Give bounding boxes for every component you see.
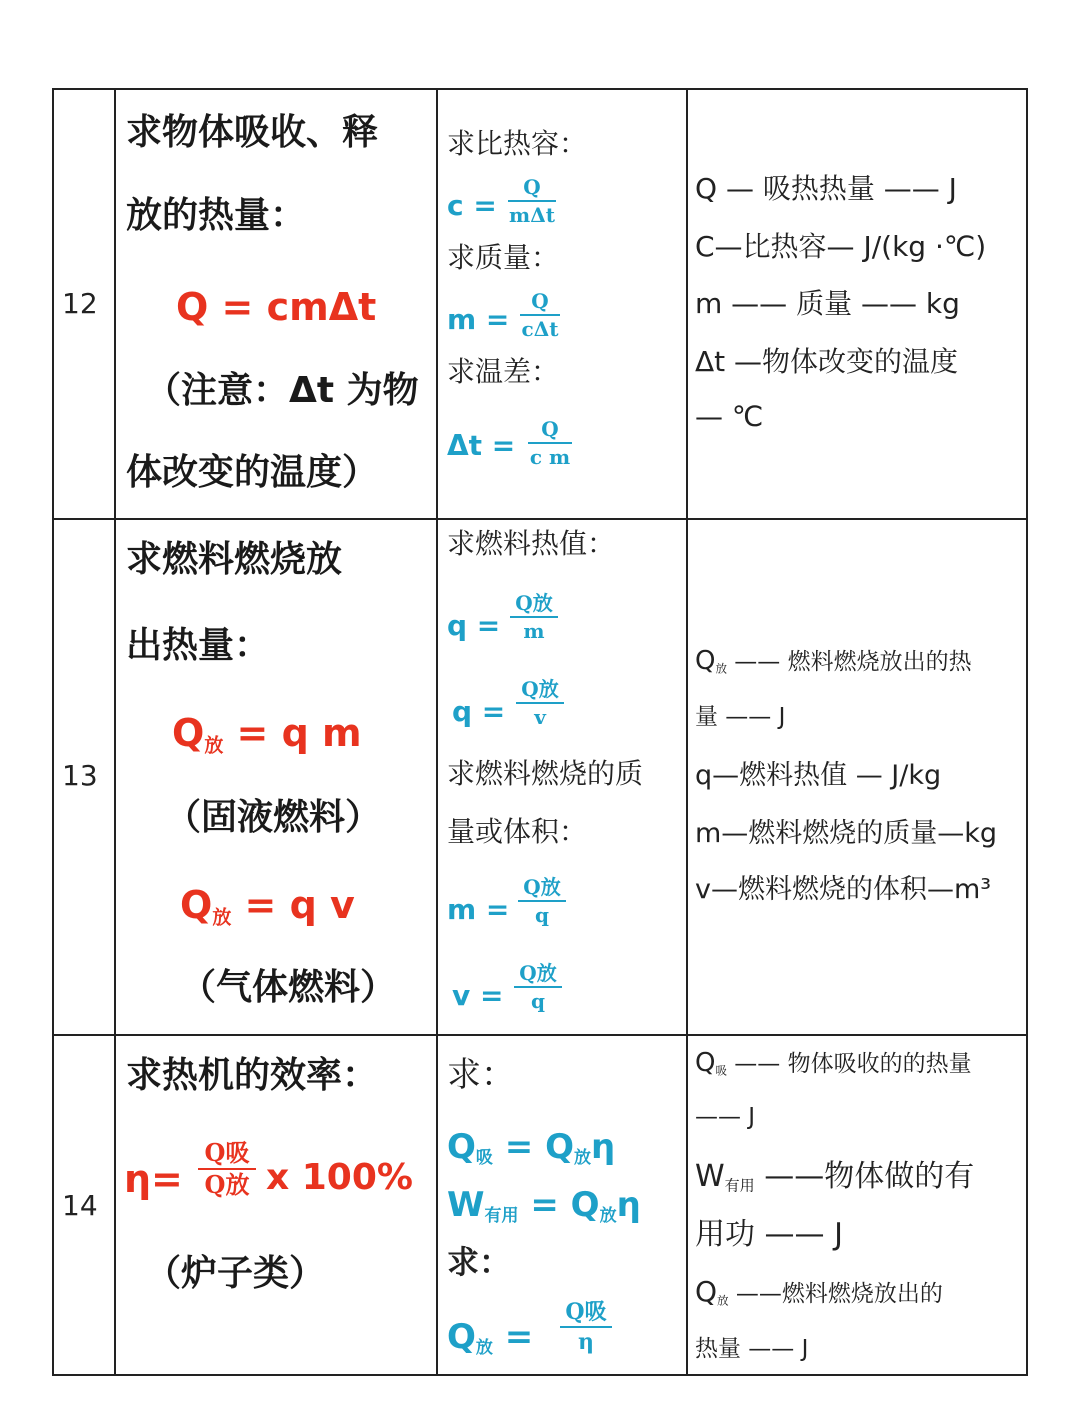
fraction: Q c m <box>529 417 571 469</box>
fraction: Q cΔt <box>521 289 559 341</box>
main-formula: $Q_放 = q$ m <box>172 711 362 757</box>
eta-symbol: η= <box>124 1157 183 1201</box>
main-formula: $Q_放 = q$ v <box>180 883 355 929</box>
unit-line: — ℃ <box>695 400 764 433</box>
topic-line: 求物体吸收、释 <box>126 112 379 153</box>
derive-label: 求燃料热值： <box>447 527 616 560</box>
topic-line: 放的热量： <box>126 195 307 236</box>
row-divider <box>54 518 1026 520</box>
derive-lhs: m = <box>447 893 510 926</box>
derive-lhs: Δt = <box>447 429 516 462</box>
derive-label: 求： <box>447 1055 515 1095</box>
unit-line: 用功 —— J <box>695 1217 843 1252</box>
derive-lhs: q = <box>452 695 506 728</box>
unit-line: v—燃料燃烧的体积—m³ <box>695 874 992 905</box>
unit-line: $Q_放$ ——燃料燃烧放出的 <box>695 1275 943 1308</box>
row-number: 14 <box>62 1189 98 1222</box>
unit-line: $W_{有用}$ ——物体做的有 <box>695 1159 975 1195</box>
unit-line: —— J <box>695 1104 756 1130</box>
unit-line: m—燃料燃烧的质量—kg <box>695 818 998 849</box>
unit-line: 量 —— J <box>695 704 786 730</box>
derive-equation: $Q_吸 = Q_放\eta$ <box>447 1127 616 1169</box>
derive-equation: $W_{有用} = Q_放\eta$ <box>447 1185 641 1227</box>
row-number: 12 <box>62 287 98 320</box>
unit-line: $Q_放$ —— 燃料燃烧放出的热 <box>695 646 972 676</box>
fraction: Q吸 η <box>560 1300 612 1354</box>
note-line: 体改变的温度） <box>126 452 379 493</box>
fraction: Q放 q <box>518 876 566 926</box>
derive-label: 求： <box>447 1243 512 1281</box>
col-divider <box>114 90 116 1374</box>
fraction: Q放 q <box>514 962 562 1012</box>
unit-line: Q — 吸热热量 —— J <box>695 172 957 205</box>
col-divider <box>686 90 688 1374</box>
unit-line: $Q_吸$ —— 物体吸收的的热量 <box>695 1048 972 1078</box>
percent-factor: x 100% <box>266 1157 413 1198</box>
note-line: （固液燃料） <box>165 797 382 838</box>
note-line: （炉子类） <box>145 1253 326 1294</box>
unit-line: C—比热容— J/(kg ·℃) <box>695 230 987 263</box>
topic-line: 求燃料燃烧放 <box>126 539 343 580</box>
note-line: （注意：Δt 为物 <box>145 370 419 411</box>
derive-lhs: c = <box>447 189 497 222</box>
fraction: Q放 m <box>510 592 558 642</box>
fraction: Q mΔt <box>509 175 555 227</box>
note-line: （气体燃料） <box>180 967 397 1008</box>
topic-line: 求热机的效率： <box>126 1055 379 1096</box>
main-formula: Q = cmΔt <box>176 285 377 329</box>
derive-lhs: v = <box>452 979 504 1012</box>
fraction: Q吸 Q放 <box>198 1140 256 1199</box>
derive-lhs: m = <box>447 303 510 336</box>
derive-label: 求燃料燃烧的质 <box>447 757 644 790</box>
unit-line: q—燃料热值 — J/kg <box>695 760 942 791</box>
derive-label: 求质量： <box>447 241 560 274</box>
topic-line: 出热量： <box>126 625 271 666</box>
derive-equation: $Q_放$ = <box>447 1317 534 1359</box>
derive-label: 求比热容： <box>447 127 588 160</box>
unit-line: Δt —物体改变的温度 <box>695 345 959 378</box>
unit-line: 热量 —— J <box>695 1336 809 1362</box>
derive-lhs: q = <box>447 609 501 642</box>
unit-line: m —— 质量 —— kg <box>695 287 960 320</box>
row-number: 13 <box>62 759 98 792</box>
fraction: Q放 v <box>516 678 564 728</box>
col-divider <box>436 90 438 1374</box>
row-divider <box>54 1034 1026 1036</box>
derive-label: 量或体积： <box>447 815 588 848</box>
derive-label: 求温差： <box>447 355 560 388</box>
